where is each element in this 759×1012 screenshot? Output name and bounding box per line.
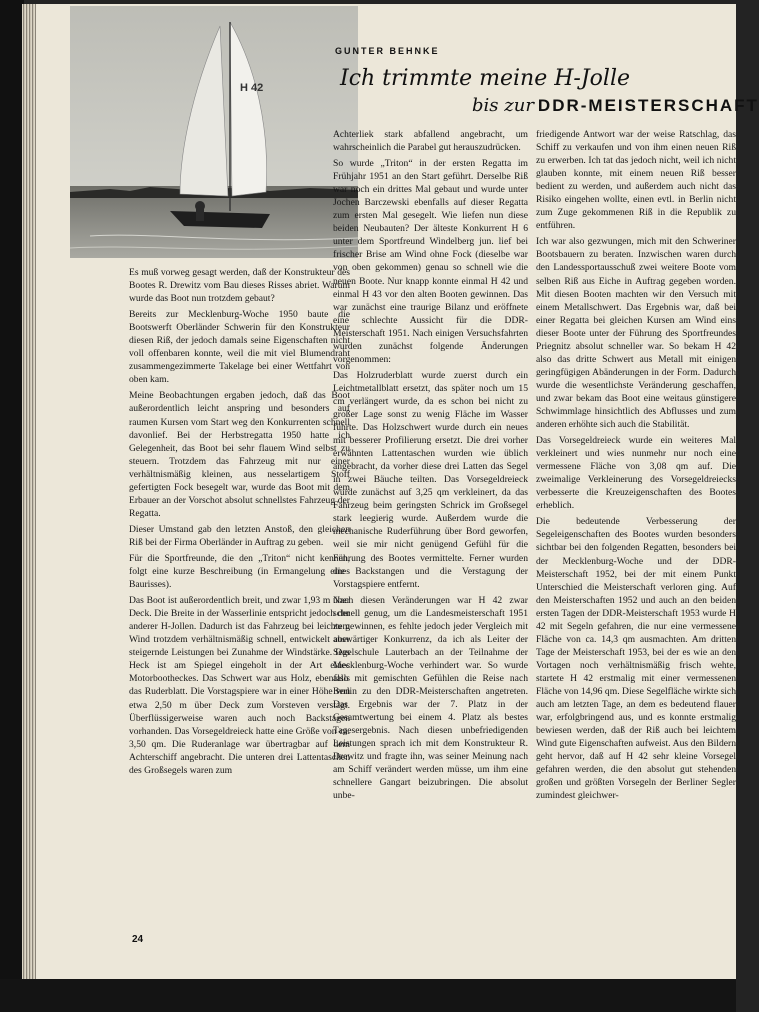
paragraph: Das Boot ist außerordentlich breit, und zwar 1,93 m über Deck. Die Breite in der Wasserlinie entspricht jedoch der anderer H-Jollen. Dadurch ist das Fahrzeug bei leichtem Wind trotzdem verhältnismäßig schnell, entwickelt aber steigernde Leistungen bei Zunahme der Windstärke. Das Heck ist am Spiegel eingeholt in der Art eines Motorbootheckes. Das Schwert war aus Holz, ebenfalls das Ruderblatt. Die Vorstagspiere war in einer Höhe von etwa 2,50 m über Deck zum Vorsteven verstagt. Überflüssigerweise waren auch noch Backstagen vorhanden. Das Vorsegeldreieck hatte eine Größe von ca. 3,50 qm. Die Ruderanlage war übertragbar auf dem Achterschiff angebracht. Die unteren drei Lattentaschen des Großsegels waren zum: [129, 595, 350, 776]
text-column-1: [129, 266, 350, 780]
paragraph: Nach diesen Veränderungen war H 42 zwar schnell genug, um die Landesmeisterschaft 1951 zu gewinnen, es fehlte jedoch jeder Vergleich mit auswärtiger Konkurrenz, da ich als Leiter der Segelschule Lauterbach an der Teilnahme der Mecklenburg-Woche verhindert war. So wurde also mit gemischten Gefühlen die Reise nach Berlin zu den DDR-Meisterschaften angetreten. Das Ergebnis war der 7. Platz in der Gesamtwertung bei einem 4. Platz als bestes Tagesergebnis. Nach diesen unbefriedigenden Leistungen sprach ich mit dem Konstrukteur R. Drewitz und fragte ihn, was seiner Meinung nach am Schiff verändert werden müsse, um ihm eine schnellere Gangart beizubringen. Die absolut unbe-: [333, 594, 528, 802]
text-column-2: [333, 128, 528, 805]
paragraph: Für die Sportfreunde, die den „Triton“ nicht kennen, folgt eine kurze Beschreibung (in Ermangelung eines Baurisses).: [129, 552, 350, 591]
paragraph: Bereits zur Mecklenburg-Woche 1950 baute die Bootswerft Oberländer Schwerin für den Konstrukteur diesen Riß, der jedoch damals seine Eigenschaften nicht voll offenbaren konnte, weil die mit viel Blumendraht zusammengezimmerte Takelage bei einer Wettfahrt von oben kam.: [129, 309, 350, 386]
paragraph: So wurde „Triton“ in der ersten Regatta im Frühjahr 1951 an den Start geführt. Derselbe Riß war noch ein drittes Mal gebaut und wurde unter Jochen Barczewski ebenfalls auf dieser Regatta zum ersten Mal gesegelt. Wie liefen nun diese beiden Neubauten? Der älteste Konkurrent H 6 unter dem Sportfreund Windelberg jun. lief bei frischer Brise am Wind ohne Fock (dieselbe war von oben gekommen) genau so schnell wie die neuen Boote. Nur knapp konnte einmal H 42 und einmal H 43 vor den alten Booten gewinnen. Das war zunächst eine traurige Bilanz und eröffnete eine schlechte Aussicht für die DDR-Meisterschaft 1951. Nach einigen Versuchsfahrten wurden zunächst folgende Änderungen vorgenommen:: [333, 158, 528, 365]
paragraph: Achterliek stark abfallend angebracht, um wahrscheinlich die Parabel gut herauszudrücken.: [333, 129, 528, 154]
page-edges: [22, 4, 36, 979]
paragraph: Es muß vorweg gesagt werden, daß der Konstrukteur des Bootes R. Drewitz vom Bau dieses Risses abriet. Warum wurde das Boot nun trotzdem gebaut?: [129, 267, 350, 305]
sailing-photo: [70, 6, 358, 258]
bottom-shadow: [0, 979, 736, 1012]
book-spine-shadow: [0, 0, 24, 1012]
paragraph: Dieser Umstand gab den letzten Anstoß, den gleichen Riß bei der Firma Oberländer in Auftrag zu geben.: [129, 523, 350, 548]
sail-number: H 42: [240, 82, 264, 94]
article-title-line2: [472, 95, 759, 116]
paragraph: Meine Beobachtungen ergaben jedoch, daß das Boot außerordentlich leicht anspring und besonders auf raumen Kursen vom Start weg den Konkurrenten schnell davonlief. Bei der Herbstregatta 1950 hatte ich Gelegenheit, das Boot bei sehr flauem Wind selbst zu steuern. Trotzdem das Fahrzeug mit nur einer verhältnismäßig kleinen, aus nesselartigem Stoff gefertigten Fock besegelt war, wurde das Boot mit dem Erbauer an der Vorschot absolut schnellstes Fahrzeug der Regatta.: [129, 390, 350, 519]
paragraph: friedigende Antwort war der weise Ratschlag, das Schiff zu verkaufen und von ihm einen neuen Riß zu erwerben. Ich tat das jedoch nicht, weil ich nicht glauben konnte, mit einem neuen Riß besser bedient zu werden, und außerdem auch nicht das Risiko eingehen wollte, einen evtl. in Berlin nicht zum Zuge gekommenen Riß in die Republik zu entführen.: [536, 129, 736, 232]
author-byline: GUNTER BEHNKE: [335, 46, 440, 56]
article-title-line1: Ich trimmte meine H-Jolle: [340, 66, 631, 91]
magazine-page: [36, 4, 759, 979]
paragraph: Das Vorsegeldreieck wurde ein weiteres Mal verkleinert und wies nunmehr nur noch eine vermessene Fläche von 3,08 qm auf. Die zweimalige Verkleinerung des Vorsegeldreiecks verbesserte die Kreuzeigenschaften des Bootes erheblich.: [536, 435, 736, 512]
paragraph: Die bedeutende Verbesserung der Segeleigenschaften des Bootes wurden besonders sichtbar bei den folgenden Regatten, besonders bei der Mecklenburg-Woche und der DDR-Meisterschaft 1952, bei der mit einem Punkt Unterschied die Meisterschaft verloren ging. Auf den Meisterschaften 1952 und auch an den beiden ersten Tagen der DDR-Meisterschaft 1953 wurde H 42 mit Segeln gefahren, die nur eine vermessene Fläche von ca. 14,3 qm ausmachten. Am dritten Tage der Meisterschaft 1953, bei der es wie an den Vortagen noch verhältnismäßig frisch wehte, startete H 42 erstmalig mit einer vermessenen Fläche von 14,96 qm. Diese Segelfläche wirkte sich auch am letzten Tage, an dem es bedeutend flauer war, erfolgbringend aus, und es konnte erstmalig bewiesen werden, daß der Riß auch bei leichtem Wind gute Eigenschaften aufweist. Aus den Bildern geht hervor, daß auf H 42 sehr kleine Vorsegel gefahren werden, die den absolut gut stehenden großen und größten Vorsegeln der Berliner Segler zumindest gleichwer-: [536, 516, 736, 802]
text-column-3: [536, 128, 736, 805]
title-script-part: bis zur: [472, 95, 534, 116]
paragraph: Das Holzruderblatt wurde zuerst durch ein Leichtmetallblatt ersetzt, das später noch um 15 cm verlängert wurde, da es schon bei nicht zu großer Lage sonst zu wenig Fläche im Wasser führte. Das Holzschwert wurde durch ein neues mit besserer Profilierung ersetzt. Die drei vorher erwähnten Lattentaschen wurden wie üblich angebracht, da vorher diese drei Latten das Segel in zwei Bäuche teilten. Das Vorsegeldreieck wurde zunächst auf 3,25 qm verkleinert, da das Fahrzeug beim geringsten Schrick im Großsegel stark leegierig wurde. Außerdem wurde die mechanische Ruderführung über Bord geworfen, weil sie mir nicht genügend Gefühl für die Führung des Bootes vermittelte. Ferner wurden die Backstangen und die Verstagung der Vorstagspiere entfernt.: [333, 369, 528, 590]
title-caps-part: DDR-MEISTERSCHAFT: [537, 96, 759, 115]
page-number: 24: [132, 934, 144, 945]
sailboat-illustration: [70, 6, 358, 258]
paragraph: Ich war also gezwungen, mich mit den Schweriner Bootsbauern zu beraten. Inzwischen waren durch den Landessportausschuß zwei weitere Boote vom selben Riß aus Eiche in Auftrag gegeben worden. Mit diesen Booten machten wir den Versuch mit einem Metallschwert. Das Ergebnis war, daß bei einer Regatta bei gleichen Kursen am Wind eins dieser Boote unter der Führung des Sportfreundes Priegnitz absolut schneller war. So bekam H 42 also das dritte Schwert aus Metall mit einigen geringfügigen Abänderungen in der Form. Dadurch wurde die wesentlichste Veränderung geschaffen, und zwar bekam das Boot eine weitaus günstigere Schwimmlage hinsichtlich des Abflusses und zum anderen erhöhte sich auch die Stabilität.: [536, 236, 736, 431]
